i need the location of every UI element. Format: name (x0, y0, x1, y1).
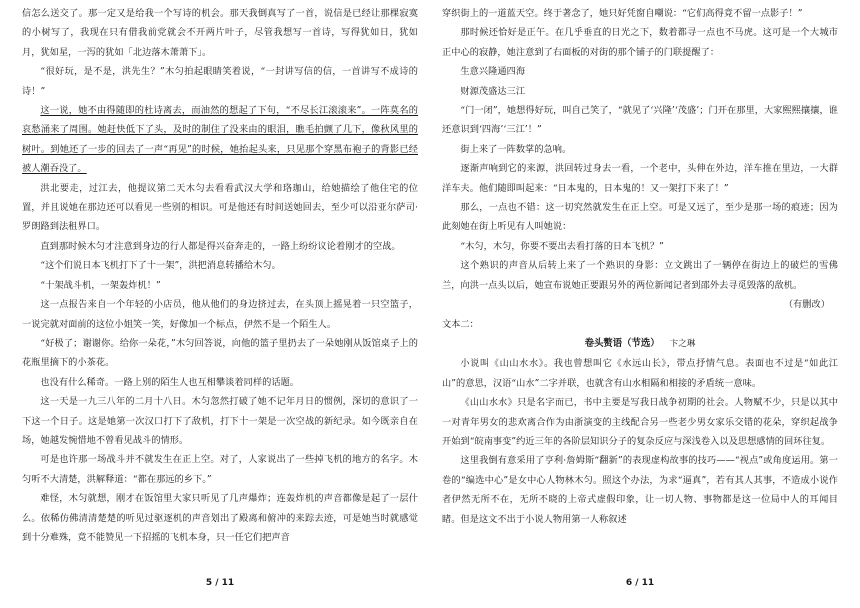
paragraph: 洪北要走，过江去，他提议第二天木匀去看看武汉大学和珞珈山，给她描绘了他住宅的位置，并且说她在那边还可以看见一些别的相识。可是他还有时间送她回去，至少可以沿亚尔萨司·罗朗路到法租界口。 (22, 182, 418, 233)
page-number-right: 6 / 11 (625, 578, 655, 588)
edit-note: （有删改） (783, 299, 830, 311)
right-page (442, 4, 838, 604)
paragraph: 街上来了一阵数掌的急响。 (460, 143, 572, 155)
left-page-body (22, 4, 418, 547)
paragraph: 那时候还恰好是正午。在几乎垂直的日光之下，数着都寻一点也不马虎。这可是一个大城市正中心的寂静，她注意到了右面板的对街的那个铺子的门联提醒了： (442, 27, 838, 58)
paragraph: “这个们说日本飞机打下了十一架”，洪把消息转播给木匀。 (40, 260, 281, 272)
paragraph: “十架战斗机，一架轰炸机！” (40, 279, 161, 291)
paragraph: 难怪，木匀就想，刚才在饭馆里大家只听见了几声爆炸；连轰炸机的声音都像是起了一层什么。依稀仿佛清清楚楚的听见过驱逐机的声音划出了殿离和俯冲的来踪去迹，可是她当时就感觉到十分难殊，竟不能赞见一下招摇的飞机本身，只一任它们把声音 (22, 493, 418, 543)
paragraph: 《山山水水》只是名字而已，书中主要是写我日战争初期的社会。人物赋不少，只是以其中一对青年男女的悲欢离合作为由浙演变的主线配合另一些老少男女家乐交错的花朵，穿织起战争开始到“皖南事变”约近三年的各阶层知识分子的复杂反应与深浅卷入以及思想感情的回环往复。 (442, 397, 838, 447)
paragraph: 也没有什么稀奇。一路上别的陌生人也互相攀谈着同样的话题。 (40, 376, 300, 388)
article-title (442, 334, 838, 354)
paragraph: 小说叫《山山水水》。我也曾想叫它《水远山长》，带点抒情气息。表面也不过是“如此江山”的意思，汉语“山水”二字并联，也就含有山水相隔和相接的矛盾统一意味。 (442, 358, 838, 389)
paragraph: 逐渐声响到它的来源，洪回转过身去一看，一个老中，头伸在外边，洋车推在里边，一大群洋车夫。他们随即叫起来：“日本鬼的，日本鬼的！又一架打下来了！” (442, 163, 838, 194)
paragraph: 信怎么送交了。那一定又是给我一个写诗的机会。那天我倒真写了一首，说信是已经让那棵寂寞的小树写了，我现在只有借我前党就会不开两片叶子，尽管我想写一首诗，写得犹如日，犹如月，犹如星，一泻的犹如「北边落木萧萧下」。 (22, 8, 418, 58)
paragraph: “门一闭”，她想得好玩，叫自己笑了，“就见了‘兴隆’‘茂盛’；门开在那里，大家熙熙攘攘，谁还意识到‘四海’‘三江’！” (442, 105, 838, 136)
paragraph: “很好玩，是不是，洪先生？”木匀拍起眼睛笑着说，“一封讲写信的信，一首讲写不成诗的诗！” (22, 66, 418, 97)
right-page-body (442, 4, 838, 295)
paragraph: 直到那时候木匀才注意到身边的行人都是得兴奋奔走的，一路上纷纷议论着刚才的空战。 (40, 240, 401, 252)
paragraph: 这个熟识的声音从后转上来了一个熟识的身影：立文跳出了一辆停在街边上的破烂的雪佛兰，向洪一点头以后，她宣布说她正要跟另外的两位新闻记者到邵外去寻觅毁落的敌机。 (442, 260, 838, 291)
paragraph: 这一说，她不由得随即的杜诗离去，而油然的想起了下句，“不尽长江滚滚来”。一阵莫名的哀愁涌来了周围。她赶快低下了头，及时的制住了没来由的眼泪，瞧毛拍颤了几下，像秋风里的树叶。到她还了一步的回去了一声“再见”的时候，她抬起头来，只见那个穿黑布袍子的背影已经被人潮吞没了。 (22, 105, 418, 175)
paragraph: 财源茂盛达三江 (460, 85, 526, 97)
paragraph: 穿织街上的一道蓝天空。终于著念了，她只好凭窗自嘲说：“它们高得竟不留一点影子！” (442, 8, 803, 19)
paragraph: 这里我倒有意采用了亨利·詹姆斯“翻新”的表现虚构故事的技巧——“视点”或角度运用。第一卷的“编选中心”是女中心人物林木匀。照这个办法，为求“逼真”，若有其人其事，不造成小说作者伊然无所不在，无所不晓的上帝式虚假印象，让一切人物、事物都是这一位局中人的耳闻目睹。但是这文不出于小说人物用第一人称叙述 (442, 455, 838, 525)
right-page-body-2 (442, 354, 838, 529)
article-title-text: 卷头赘语（节选） (584, 337, 660, 349)
paragraph: 可是也许那一场战斗并不就发生在正上空。对了，人家说出了一些掉飞机的地方的名字。木匀听不大清楚，洪解释道：“都在那远的乡下。” (22, 454, 418, 485)
paragraph: “木匀，木匀，你要不要出去看打落的日本飞机？” (460, 240, 664, 252)
paragraph: 这一点报告来自一个年轻的小店员，他从他们的身边挤过去，在头顶上摇晃着一只空篮子，一说完就对面前的这位小姐笑一笑，好像加一个标点，伊然不是一个陌生人。 (22, 299, 418, 330)
left-page (22, 4, 418, 604)
paragraph: 生意兴隆通四海 (460, 66, 526, 78)
paragraph: 这一天是一九三八年的二月十八日。木匀忽然打破了她不记年月日的惯例，深切的意识了一下这一个日子。这是她第一次汉口打下了敌机，打下十一架是一次空战的新纪录。如今既亲自在场，她越发惋惜地不曾看见战斗的情形。 (22, 396, 418, 446)
section-label: 文本二： (442, 318, 479, 330)
paragraph: “好极了；谢谢你。给你一朵花，”木匀回答说，向他的篮子里扔去了一朵她刚从饭馆桌子上的花瓶里摘下的小茶花。 (22, 337, 418, 369)
page-number-left: 5 / 11 (205, 578, 235, 588)
article-author: 卞之琳 (669, 338, 696, 349)
paragraph: 那么，一点也不错：这一切究然就发生在正上空。可是又远了，至少是那一场的痕迹；因为此刻她在街上听见有人叫她说： (442, 202, 838, 233)
